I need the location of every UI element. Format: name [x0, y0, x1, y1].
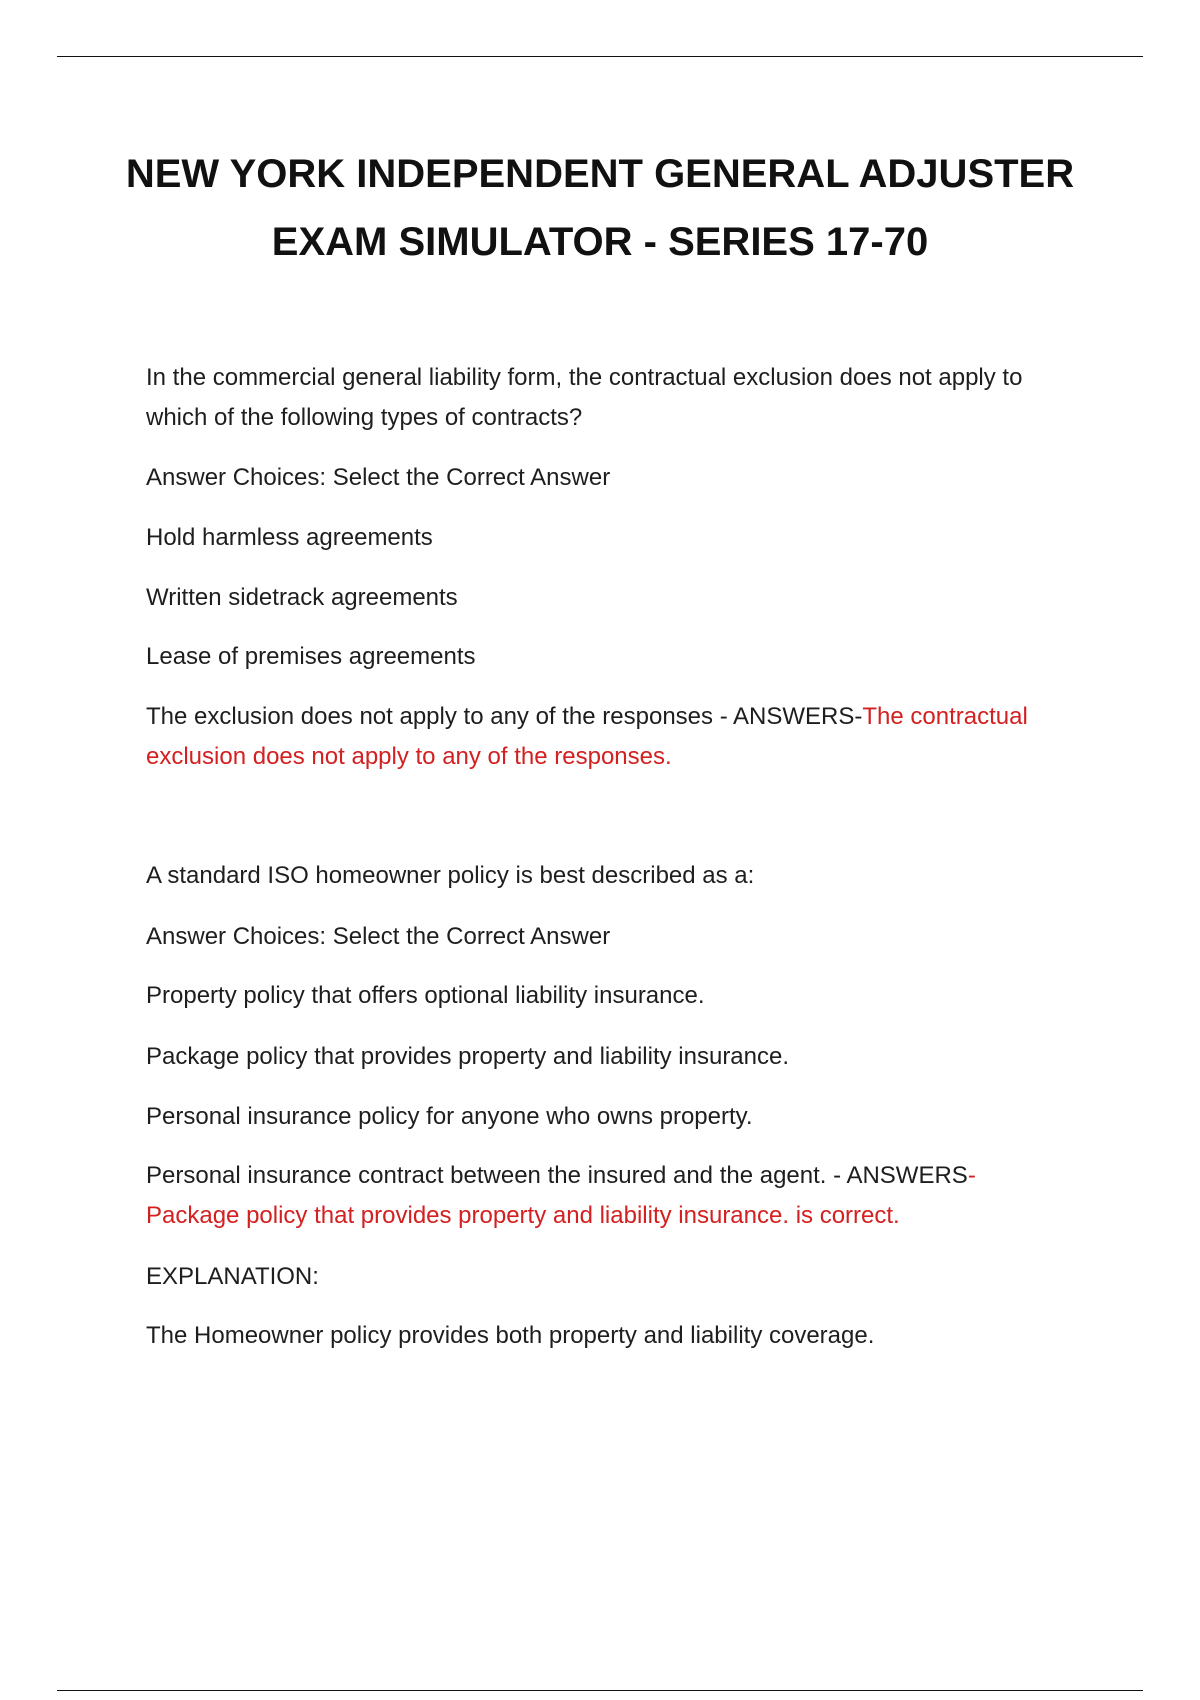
q2-choice-2: Package policy that provides property and liability insurance.: [146, 1043, 790, 1070]
q1-answer-text: The contractual exclusion does not apply to any of the responses.: [146, 703, 1028, 770]
bottom-rule: [57, 1690, 1143, 1691]
q2-answer-marker: - ANSWERS: [826, 1162, 968, 1189]
title-line-2: EXAM SIMULATOR - SERIES 17-70: [271, 220, 929, 264]
q2-choice-4: Personal insurance contract between the insured and the agent.: [146, 1162, 827, 1189]
q2-choice-3: Personal insurance policy for anyone who owns property.: [146, 1103, 753, 1130]
top-rule: [57, 56, 1143, 57]
q2-explanation-text: The Homeowner policy provides both property and liability coverage.: [146, 1322, 875, 1349]
q2-choice-4-with-answer: [146, 1156, 1086, 1236]
q2-answer-text: Package policy that provides property and liability insurance. is correct.: [146, 1202, 900, 1229]
title-line-1: NEW YORK INDEPENDENT GENERAL ADJUSTER: [125, 152, 1075, 196]
q2-explanation-label: EXPLANATION:: [146, 1263, 319, 1290]
q2-answer-dash: -: [967, 1162, 976, 1189]
q2-choices-label: Answer Choices: Select the Correct Answer: [146, 923, 611, 950]
q1-choice-2: Written sidetrack agreements: [146, 584, 458, 611]
q2-choice-1: Property policy that offers optional liability insurance.: [146, 982, 705, 1009]
q1-answer-marker: - ANSWERS-: [713, 703, 863, 730]
q1-choice-4: The exclusion does not apply to any of the responses: [146, 703, 714, 730]
q1-choice-3: Lease of premises agreements: [146, 643, 476, 670]
q2-question: A standard ISO homeowner policy is best described as a:: [146, 862, 755, 889]
q1-choices-label: Answer Choices: Select the Correct Answer: [146, 464, 611, 491]
q1-choice-4-with-answer: [146, 697, 1086, 777]
q1-choice-1: Hold harmless agreements: [146, 524, 433, 551]
document-title: [0, 140, 1200, 276]
q1-question: In the commercial general liability form, the contractual exclusion does not apply to which of the following types of contracts?: [146, 364, 1023, 431]
